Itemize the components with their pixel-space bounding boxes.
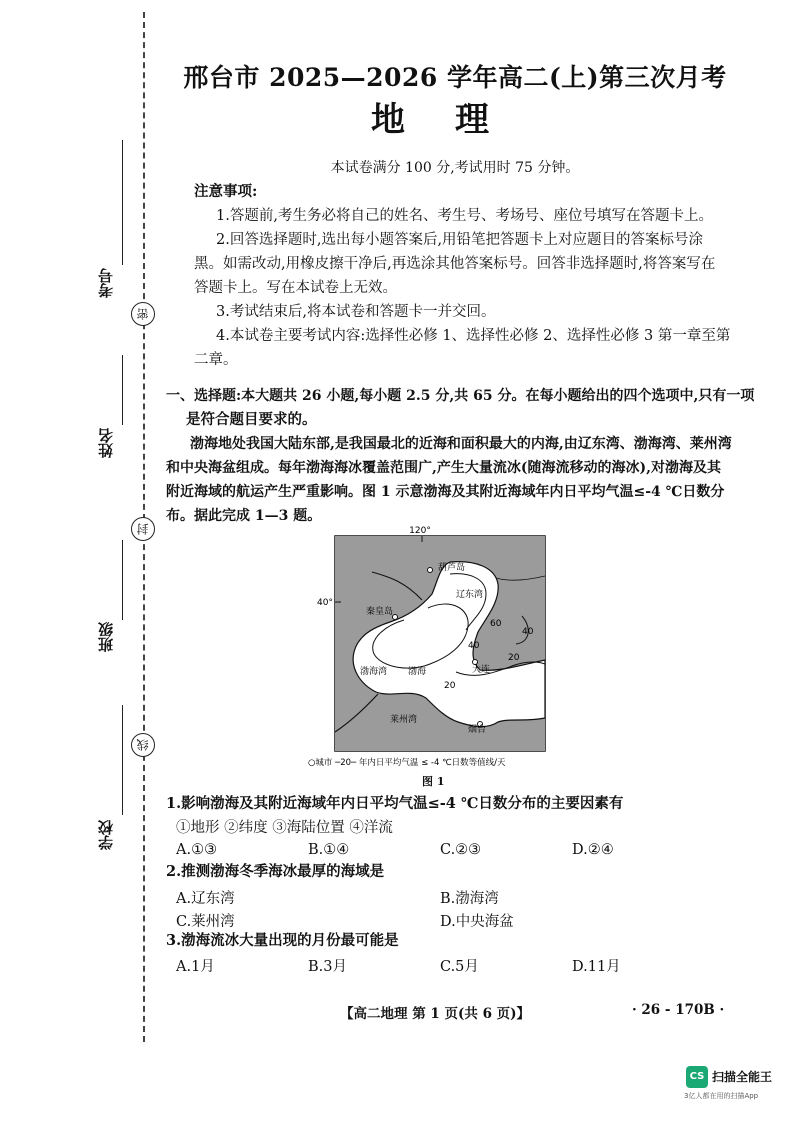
exam-no-label: 考号	[97, 268, 115, 298]
map-legend: ○城市 ─20─ 年内日平均气温 ≤ -4 ℃日数等值线/天	[308, 758, 506, 768]
question-3-option-d[interactable]: D.11月	[572, 959, 621, 975]
isoline-label-60: 60	[490, 619, 502, 629]
lon-label: 120°	[409, 526, 431, 536]
question-1-option-c[interactable]: C.②③	[440, 842, 482, 858]
passage-line-1: 渤海地处我国大陆东部,是我国最北的近海和面积最大的内海,由辽东湾、渤海湾、莱州湾	[190, 436, 732, 452]
notice-item-4-line-1: 4.本试卷主要考试内容:选择性必修 1、选择性必修 2、选择性必修 3 第一章至第	[216, 328, 731, 344]
section-heading-line-2: 是符合题目要求的。	[186, 411, 317, 428]
notice-item-2-line-1: 2.回答选择题时,选出每小题答案后,用铅笔把答题卡上对应题目的答案标号涂	[216, 232, 704, 248]
question-1-option-a[interactable]: A.①③	[176, 842, 218, 858]
school-line	[122, 705, 123, 815]
scanner-logo-icon: CS	[686, 1066, 708, 1088]
place-dalian: 大连	[472, 665, 491, 675]
question-2-option-a[interactable]: A.辽东湾	[176, 891, 235, 907]
subject-title: 地理	[371, 100, 539, 140]
city-qinhuangdao	[393, 615, 398, 620]
isoline-label-40: 40	[468, 641, 480, 651]
place-huludao: 葫芦岛	[438, 563, 466, 573]
question-1-option-b[interactable]: B.①④	[308, 842, 350, 858]
question-2-stem: 2.推测渤海冬季海冰最厚的海域是	[166, 863, 385, 880]
notice-item-4-line-2: 二章。	[194, 352, 238, 368]
seal-mark-2: 封	[131, 517, 155, 541]
place-liaodong-bay: 辽东湾	[456, 590, 484, 600]
isoline-label-40-east: 40	[522, 627, 534, 637]
question-1-stem: 1.影响渤海及其附近海域年内日平均气温≤-4 ℃日数分布的主要因素有	[166, 795, 624, 812]
page-info: 【高二地理 第 1 页(共 6 页)】	[340, 1006, 531, 1022]
place-yantai: 烟台	[468, 725, 487, 735]
isoline-label-20-east: 20	[508, 653, 520, 663]
class-label: 班级	[97, 622, 115, 652]
score-note: 本试卷满分 100 分,考试用时 75 分钟。	[330, 160, 580, 176]
isoline-label-20: 20	[444, 681, 456, 691]
passage-line-2: 和中央海盆组成。每年渤海海冰覆盖范围广,产生大量流冰(随海流移动的海冰),对渤海及其	[166, 460, 721, 476]
question-1-choices: ①地形 ②纬度 ③海陆位置 ④洋流	[176, 820, 393, 836]
place-bohai-bay: 渤海湾	[360, 667, 388, 677]
place-laizhou-bay: 莱州湾	[390, 715, 418, 725]
notice-heading: 注意事项:	[194, 183, 258, 200]
question-2-option-d[interactable]: D.中央海盆	[440, 914, 514, 930]
city-huludao	[428, 568, 433, 573]
figure-caption: 图 1	[422, 775, 445, 788]
city-dalian	[473, 660, 478, 665]
question-3-option-c[interactable]: C.5月	[440, 959, 479, 975]
lat-label: 40°	[317, 598, 333, 608]
class-line	[122, 540, 123, 620]
scanner-tagline: 3亿人都在用的扫描App	[684, 1092, 759, 1100]
passage-line-4: 布。据此完成 1—3 题。	[166, 508, 322, 524]
place-bohai-sea: 渤海	[408, 667, 427, 677]
exam-no-line	[122, 140, 123, 265]
exam-title: 邢台市 2025—2026 学年高二(上)第三次月考	[183, 63, 727, 92]
bohai-isoline-map	[300, 522, 560, 772]
name-line	[122, 355, 123, 425]
seal-mark-1: 密	[131, 302, 155, 326]
scanner-watermark	[686, 1062, 786, 1102]
notice-item-2-line-3: 答题卡上。写在本试卷上无效。	[194, 280, 397, 296]
notice-item-1: 1.答题前,考生务必将自己的姓名、考生号、考场号、座位号填写在答题卡上。	[216, 208, 713, 224]
question-2-option-c[interactable]: C.莱州湾	[176, 914, 235, 930]
question-3-option-a[interactable]: A.1月	[176, 959, 215, 975]
question-1-option-d[interactable]: D.②④	[572, 842, 614, 858]
notice-item-3: 3.考试结束后,将本试卷和答题卡一并交回。	[216, 304, 496, 320]
place-qinhuangdao: 秦皇岛	[366, 607, 394, 617]
question-2-option-b[interactable]: B.渤海湾	[440, 891, 499, 907]
scanner-name: 扫描全能王	[712, 1070, 773, 1084]
question-3-option-b[interactable]: B.3月	[308, 959, 347, 975]
notice-item-2-line-2: 黑。如需改动,用橡皮擦干净后,再选涂其他答案标号。回答非选择题时,将答案写在	[194, 256, 716, 272]
passage-line-3: 附近海域的航运产生严重影响。图 1 示意渤海及其附近海域年内日平均气温≤-4 ℃日数分	[166, 484, 725, 500]
school-label: 学校	[97, 820, 115, 850]
name-label: 姓名	[97, 428, 115, 458]
seal-mark-3: 线	[131, 733, 155, 757]
paper-code: · 26 - 170B ·	[632, 1002, 725, 1018]
question-3-stem: 3.渤海流冰大量出现的月份最可能是	[166, 932, 399, 949]
section-heading-line-1: 一、选择题:本大题共 26 小题,每小题 2.5 分,共 65 分。在每小题给出的四个选项中,只有一项	[166, 388, 755, 404]
